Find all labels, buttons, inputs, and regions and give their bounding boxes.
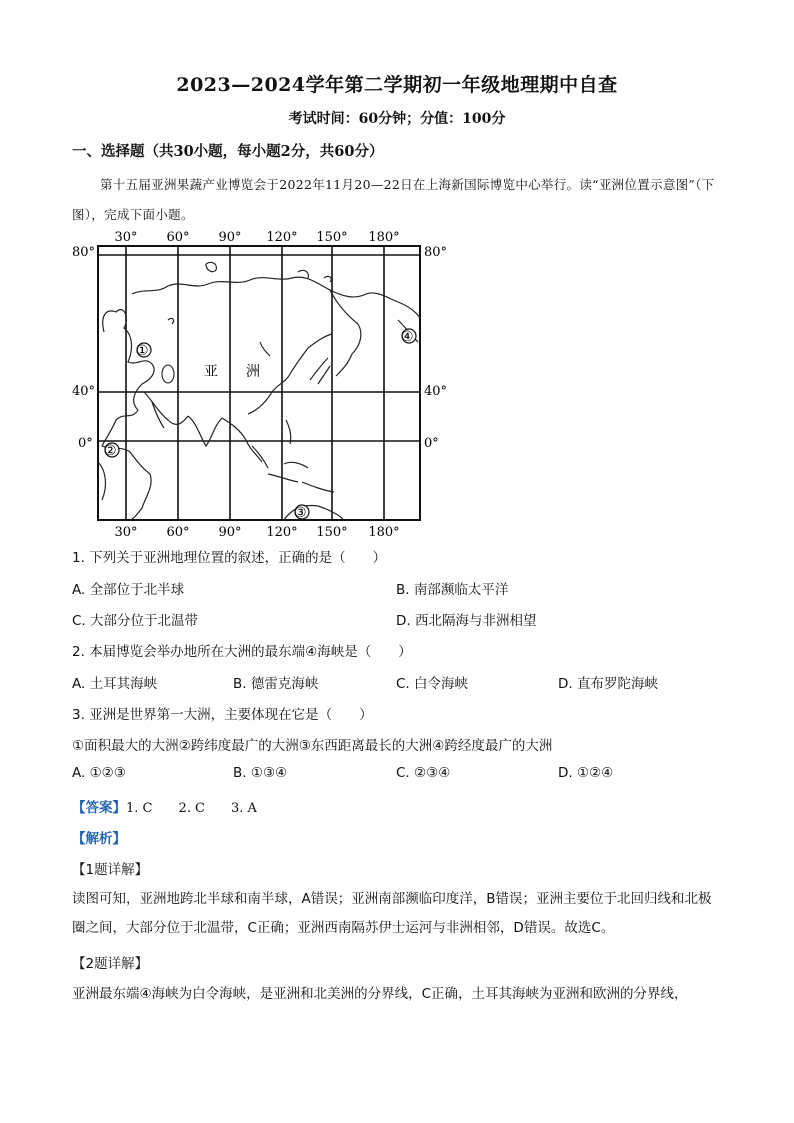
map-marker-1 [136,343,151,359]
map-right-lat-label: 40° [424,384,448,399]
q3-option-a[interactable]: A. ①②③ [72,765,126,781]
caspian-sea-outline [162,365,174,383]
q2-option-c[interactable]: C. 白令海峡 [396,676,469,692]
map-frame [98,246,420,520]
analysis-label: 【解析】 [72,831,126,847]
question-2-stem: 2. 本届博览会举办地所在大洲的最东端④海峡是（ ） [72,644,412,660]
q1-option-c[interactable]: C. 大部分位于北温带 [72,613,199,629]
q1-option-a[interactable]: A. 全部位于北半球 [72,582,185,598]
map-meridians [126,246,384,520]
q2-option-a[interactable]: A. 土耳其海峡 [72,676,158,692]
answer-line [72,796,257,816]
q2-option-b[interactable]: B. 德雷克海峡 [233,676,319,692]
svg-text:①: ① [136,343,149,359]
map-bottom-lon-label: 120° [266,525,298,540]
question-1-stem: 1. 下列关于亚洲地理位置的叙述，正确的是（ ） [72,550,387,566]
map-bottom-lon-label: 30° [114,525,138,540]
q3-option-d[interactable]: D. ①②④ [558,765,614,781]
map-left-lat-label: 40° [72,384,96,399]
map-marker-2 [104,443,119,459]
q1-option-b[interactable]: B. 南部濒临太平洋 [396,582,509,598]
map-bottom-lon-label: 60° [166,525,190,540]
detail-1-heading: 【1题详解】 [72,862,149,878]
map-marker-3 [294,505,309,521]
question-3-statements: ①面积最大的大洲②跨纬度最广的大洲③东西距离最长的大洲④跨经度最广的大洲 [72,738,553,754]
section-heading: 一、选择题（共30小题，每小题2分，共60分） [72,143,384,160]
asia-region-label: 亚 洲 [204,364,260,380]
question-intro: 第十五届亚洲果蔬产业博览会于2022年11月20—22日在上海新国际博览中心举行。读“亚洲位置示意图”（下图），完成下面小题。 [72,177,715,222]
detail-2-heading: 【2题详解】 [72,956,149,972]
lake-baikal-outline [260,342,270,356]
map-top-lon-label: 150° [316,230,348,245]
page-title: 2023—2024学年第二学期初一年级地理期中自查 [176,74,618,96]
question-3-stem: 3. 亚洲是世界第一大洲，主要体现在它是（ ） [72,707,373,723]
exam-info: 考试时间：60分钟；分值：100分 [288,111,506,127]
map-top-lon-label: 60° [166,230,190,245]
map-top-lon-label: 120° [266,230,298,245]
map-left-lat-label: 80° [72,245,96,260]
svg-text:④: ④ [401,329,414,345]
answer-values: 1. C 2. C 3. A [126,801,257,816]
map-coastlines [98,262,420,520]
map-top-lon-label: 180° [368,230,400,245]
q1-option-d[interactable]: D. 西北隔海与非洲相望 [396,613,537,629]
map-bottom-lon-label: 180° [368,525,400,540]
q3-option-b[interactable]: B. ①③④ [233,765,288,781]
q3-option-c[interactable]: C. ②③④ [396,765,451,781]
map-top-lon-label: 30° [114,230,138,245]
svg-text:②: ② [104,443,117,459]
asia-location-map [72,224,462,540]
map-right-lat-label: 80° [424,245,448,260]
detail-1-text: 读图可知，亚洲地跨北半球和南半球，A错误；亚洲南部濒临印度洋，B错误；亚洲主要位于北回归线和北极圈之间，大部分位于北温带，C正确；亚洲西南隔苏伊士运河与非洲相邻，D错误。故选C。 [72,891,712,936]
detail-2-text: 亚洲最东端④海峡为白令海峡，是亚洲和北美洲的分界线，C正确，土耳其海峡为亚洲和欧洲的分界线， [72,986,688,1002]
map-top-lon-label: 90° [218,230,242,245]
answer-label: 【答案】 [72,800,126,816]
map-bottom-lon-label: 150° [316,525,348,540]
map-left-lat-label: 0° [78,436,93,451]
map-marker-4 [401,329,416,345]
svg-text:③: ③ [294,505,307,521]
q2-option-d[interactable]: D. 直布罗陀海峡 [558,676,658,692]
map-bottom-lon-label: 90° [218,525,242,540]
map-right-lat-label: 0° [424,436,439,451]
